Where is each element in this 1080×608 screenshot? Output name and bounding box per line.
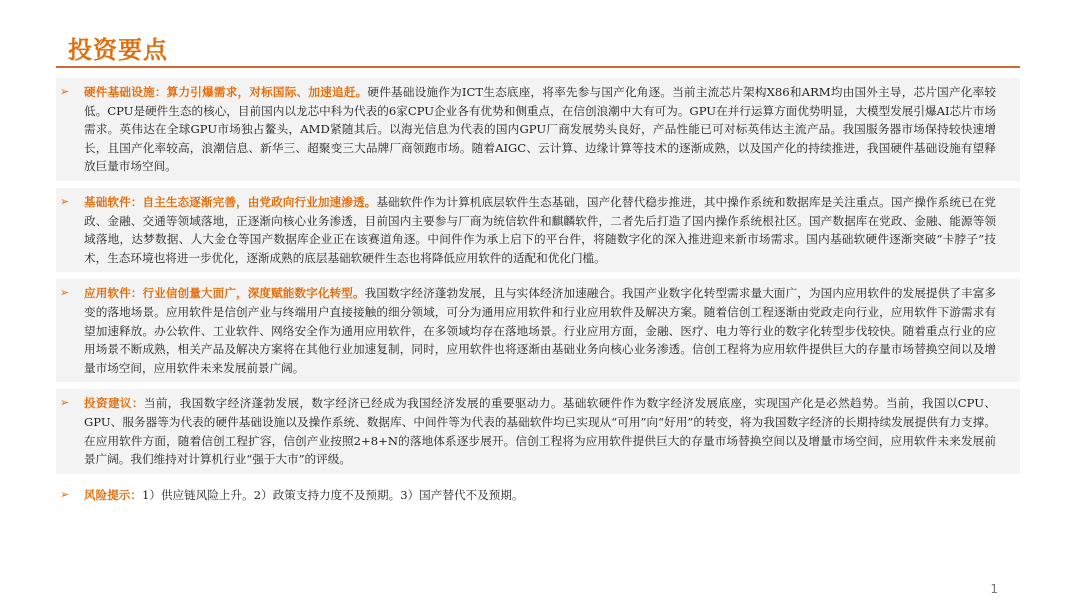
bullet-basic-software <box>56 188 1020 272</box>
bullet-application-software <box>56 279 1020 382</box>
bullet-investment-advice <box>56 389 1020 473</box>
key-points-list <box>56 78 1020 516</box>
arrow-bullet-icon: ➢ <box>60 487 70 501</box>
bullet-heading: 硬件基础设施：算力引爆需求，对标国际、加速追赶。 <box>84 85 368 99</box>
title-divider <box>56 66 1020 68</box>
arrow-bullet-icon: ➢ <box>60 194 70 208</box>
bullet-body: 1）供应链风险上升。2）政策支持力度不及预期。3）国产替代不及预期。 <box>141 487 524 502</box>
bullet-heading: 投资建议： <box>84 396 144 411</box>
bullet-body: 基础软件作为计算机底层软件生态基础，国产化替代稳步推进，其中操作系统和数据库是关注重点。国产操作系统已在党政、金融、交通等领域落地，正逐渐向核心业务渗透，目前国内主要参与厂商为统信软件和麒麟软件，二者先后打造了国内操作系统根社区。国产数据库在党政、金融、能源等领域落地，达梦数据、人大金仓等国产数据库企业正在该赛道角逐。中间件作为承上启下的平台件，将随数字化的深入推进迎来新市场需求。国内基础软硬件逐渐突破“卡脖子”技术，生态环境也将进一步优化，逐渐成熟的底层基础软硬件生态也将降低应用软件的适配和优化门槛。 <box>84 194 996 265</box>
arrow-bullet-icon: ➢ <box>60 396 70 410</box>
arrow-bullet-icon: ➢ <box>60 286 70 300</box>
bullet-risk-warning <box>56 481 1020 510</box>
bullet-heading: 风险提示： <box>84 487 142 502</box>
page-title: 投资要点 <box>68 36 168 64</box>
bullet-hardware <box>56 78 1020 181</box>
bullet-body: 当前，我国数字经济蓬勃发展，数字经济已经成为我国经济发展的重要驱动力。基础软硬件作为数字经济发展底座，实现国产化是必然趋势。当前，我国以CPU、GPU、服务器等为代表的硬件基础设施以及操作系统、数据库、中间件等为代表的基础软件均已实现从“可用”向“好用”的转变，将为我国数字经济的长期持续发展提供有力支撑。在应用软件方面，随着信创工程扩容，信创产业按照2+8+N的落地体系逐步展开。信创工程将为应用软件提供巨大的存量市场替换空间以及增量市场空间，应用软件未来发展前景广阔。我们维持对计算机行业“强于大市”的评级。 <box>84 396 996 467</box>
bullet-heading: 应用软件：行业信创量大面广，深度赋能数字化转型。 <box>84 286 365 301</box>
bullet-heading: 基础软件：自主生态逐渐完善，由党政向行业加速渗透。 <box>84 194 377 209</box>
bullet-body: 我国数字经济蓬勃发展，且与实体经济加速融合。我国产业数字化转型需求量大面广，为国内应用软件的发展提供了丰富多变的落地场景。应用软件是信创产业与终端用户直接接触的细分领域，可分为通用应用软件和行业应用软件及解决方案。随着信创工程逐渐由党政走向行业，应用软件下游需求有望加速释放。办公软件、工业软件、网络安全作为通用应用软件，在多领域均存在落地场景。行业应用方面，金融、医疗、电力等行业的数字化转型步伐较快。随着重点行业的应用场景不断成熟，相关产品及解决方案将在其他行业加速复制，同时，应用软件也将逐渐由基础业务向核心业务渗透。信创工程将为应用软件提供巨大的存量市场替换空间以及增量市场空间，应用软件未来发展前景广阔。 <box>84 286 996 375</box>
arrow-bullet-icon: ➢ <box>60 85 70 98</box>
page-number: 1 <box>990 582 998 596</box>
bullet-body: 硬件基础设施作为ICT生态底座，将率先参与国产化角逐。当前主流芯片架构X86和ARM均由国外主导，芯片国产化率较低。CPU是硬件生态的核心，目前国内以龙芯中科为代表的6家CPU企业各有优势和侧重点，在信创浪潮中大有可为。GPU在并行运算方面优势明显，大模型发展引爆AI芯片市场需求。英伟达在全球GPU市场独占鳌头，AMD紧随其后。以海光信息为代表的国内GPU厂商发展势头良好，产品性能已可对标英伟达主流产品。我国服务器市场保持较快速增长，且国产化率较高，浪潮信息、新华三、超聚变三大品牌厂商领跑市场。随着AIGC、云计算、边缘计算等技术的逐渐成熟，以及国产化的持续推进，我国硬件基础设施有望释放巨量市场空间。 <box>84 85 996 174</box>
